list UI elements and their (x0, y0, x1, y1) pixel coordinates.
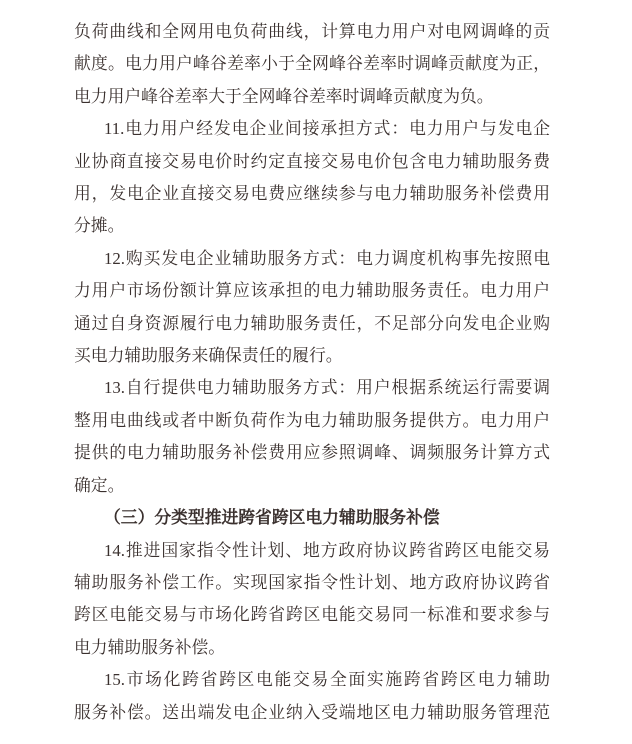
text-line: 确定。 (74, 475, 125, 495)
text-line: 11.电力用户经发电企业间接承担方式：电力用户与发电企 (104, 119, 550, 139)
paragraph (74, 535, 550, 665)
text-line: 跨区电能交易与市场化跨省跨区电能交易同一标准和要求参与 (74, 605, 550, 625)
text-line: 辅助服务补偿工作。实现国家指令性计划、地方政府协议跨省 (74, 572, 550, 592)
section-heading (74, 502, 550, 534)
text-line: 15.市场化跨省跨区电能交易全面实施跨省跨区电力辅助 (104, 670, 550, 690)
text-line: 买电力辅助服务来确保责任的履行。 (74, 346, 343, 366)
paragraph (74, 664, 550, 729)
text-line: 分摊。 (74, 216, 125, 236)
text-line: 通过自身资源履行电力辅助服务责任，不足部分向发电企业购 (74, 313, 550, 333)
text-line: 13.自行提供电力辅助服务方式：用户根据系统运行需要调 (104, 378, 550, 398)
text-line: 电力辅助服务补偿。 (74, 637, 226, 657)
text-line: 用，发电企业直接交易电费应继续参与电力辅助服务补偿费用 (74, 184, 550, 204)
text-line: 服务补偿。送出端发电企业纳入受端地区电力辅助服务管理范 (74, 702, 550, 722)
text-line: 负荷曲线和全网用电负荷曲线，计算电力用户对电网调峰的贡 (74, 22, 550, 41)
paragraph (74, 243, 550, 373)
paragraph (74, 113, 550, 243)
document-body (74, 16, 550, 729)
text-line: 电力用户峰谷差率大于全网峰谷差率时调峰贡献度为负。 (74, 86, 494, 106)
text-line: 14.推进国家指令性计划、地方政府协议跨省跨区电能交易 (104, 540, 550, 560)
paragraph (74, 372, 550, 502)
text-line: 提供的电力辅助服务补偿费用应参照调峰、调频服务计算方式 (74, 443, 550, 463)
text-line: 12.购买发电企业辅助服务方式：电力调度机构事先按照电 (104, 248, 550, 268)
text-line: 业协商直接交易电价时约定直接交易电价包含电力辅助服务费 (74, 151, 550, 171)
text-line: 整用电曲线或者中断负荷作为电力辅助服务提供方。电力用户 (74, 410, 550, 430)
text-line: 献度。电力用户峰谷差率小于全网峰谷差率时调峰贡献度为正， (74, 54, 550, 74)
text-line: （三）分类型推进跨省跨区电力辅助服务补偿 (104, 508, 440, 528)
paragraph (74, 16, 550, 113)
text-line: 力用户市场份额计算应该承担的电力辅助服务责任。电力用户 (74, 281, 550, 301)
